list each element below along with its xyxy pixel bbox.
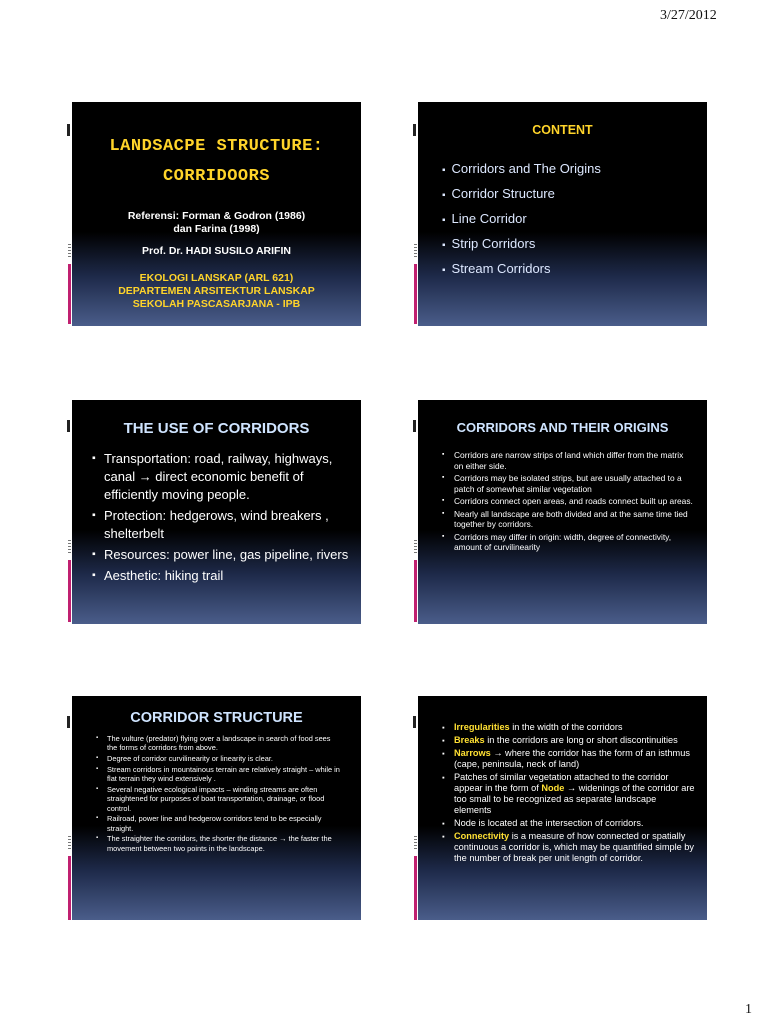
bullet-text: → widenings of the corridor are too small to be recognized as separate landscape elements bbox=[454, 783, 695, 815]
slide-corridor-features bbox=[418, 696, 707, 920]
bullet-item-narrows bbox=[442, 748, 695, 770]
slide-heading: CORRIDOR STRUCTURE bbox=[130, 710, 303, 726]
content-item: ▪ Corridor Structure bbox=[442, 182, 707, 207]
bullet-item: ▪ Corridors may be isolated strips, but are usually attached to a patch of somewhat similar vegetation bbox=[442, 473, 693, 494]
course-line-3: SEKOLAH PASCASARJANA - IPB bbox=[132, 298, 301, 310]
bullet-item: ▪ Corridors connect open areas, and roads connect built up areas. bbox=[442, 496, 693, 507]
slide-accent-bar bbox=[414, 264, 417, 324]
bullet-list bbox=[96, 734, 341, 853]
bullet-item: ▪ Protection: hedgerows, wind breakers , shelterbelt bbox=[92, 507, 351, 543]
slide-marker bbox=[67, 716, 70, 728]
slide-corridor-structure bbox=[72, 696, 361, 920]
slide-marker bbox=[413, 420, 416, 432]
bullet-item-node bbox=[442, 772, 695, 816]
reference-line-2: dan Farina (1998) bbox=[173, 223, 260, 235]
content-item: ▪ Strip Corridors bbox=[442, 232, 707, 257]
bullet-item: ▪ Stream corridors in mountainous terrain are relatively straight – while in flat terrain they wind extensively . bbox=[96, 765, 341, 784]
slide-marker bbox=[67, 124, 70, 136]
highlight-term: Irregularities bbox=[454, 722, 510, 732]
bullet-item: ▪ Resources: power line, gas pipeline, rivers bbox=[92, 546, 351, 564]
slide-title bbox=[72, 102, 361, 326]
bullet-item-connectivity bbox=[442, 831, 695, 864]
bullet-item: ▪ Degree of corridor curvilinearity or linearity is clear. bbox=[96, 754, 341, 763]
title-line-2: CORRIDOORS bbox=[162, 167, 271, 186]
slide-dots bbox=[68, 836, 71, 850]
bullet-item: ▪ Transportation: road, railway, highways, canal → direct economic benefit of efficiently moving people. bbox=[92, 450, 351, 504]
slide-accent-bar bbox=[68, 856, 71, 920]
slide-heading: CORRIDORS AND THEIR ORIGINS bbox=[456, 420, 669, 435]
bullet-text: Patches of similar vegetation attached to the corridor appear in the form of bbox=[454, 772, 669, 793]
bullet-item: ▪ The straighter the corridors, the shorter the distance → the faster the movement between two points in the landscape. bbox=[96, 834, 341, 853]
bullet-item: ▪ Corridors are narrow strips of land which differ from the matrix on either side. bbox=[442, 450, 693, 471]
title-line-1: LANDSACPE STRUCTURE: bbox=[109, 137, 324, 156]
highlight-term: Narrows bbox=[454, 748, 491, 758]
bullet-list bbox=[92, 450, 351, 585]
highlight-term: Node bbox=[541, 783, 565, 793]
slide-use-of-corridors bbox=[72, 400, 361, 624]
bullet-text: in the width of the corridors bbox=[509, 722, 623, 732]
course-line-2: DEPARTEMEN ARSITEKTUR LANSKAP bbox=[118, 285, 315, 297]
highlight-term: Connectivity bbox=[454, 831, 510, 841]
slide-dots bbox=[414, 836, 417, 850]
slide-marker bbox=[413, 124, 416, 136]
page-date: 3/27/2012 bbox=[660, 8, 717, 23]
bullet-text: in the corridors are long or short discontinuities bbox=[484, 735, 678, 745]
slide-dots bbox=[414, 244, 417, 258]
slide-accent-bar bbox=[414, 856, 417, 920]
slide-dots bbox=[68, 244, 71, 258]
bullet-item: ▪ Nearly all landscape are both divided and at the same time tied together by corridors. bbox=[442, 509, 693, 530]
slide-marker bbox=[413, 716, 416, 728]
bullet-item: ▪ Several negative ecological impacts – winding streams are often straightened for purposes of boat transportation, drainage, or flood control. bbox=[96, 785, 341, 813]
course-line-1: EKOLOGI LANSKAP (ARL 621) bbox=[139, 272, 294, 284]
content-item: ▪ Corridors and The Origins bbox=[442, 157, 707, 182]
slide-content bbox=[418, 102, 707, 326]
course-info bbox=[72, 272, 361, 311]
bullet-text: is a measure of how connected or spatially continuous a corridor is, which may be quantified simple by the number of break per unit length of corridor. bbox=[454, 831, 695, 863]
highlight-term: Breaks bbox=[454, 735, 485, 745]
slide-dots bbox=[414, 540, 417, 554]
bullet-item: ▪ The vulture (predator) flying over a landscape in search of food sees the forms of corridors from above. bbox=[96, 734, 341, 753]
bullet-item: ▪ Railroad, power line and hedgerow corridors tend to be especially straight. bbox=[96, 814, 341, 833]
reference bbox=[72, 210, 361, 236]
content-item: ▪ Stream Corridors bbox=[442, 257, 707, 282]
slide-title-heading bbox=[72, 132, 361, 192]
bullet-text: → where the corridor has the form of an isthmus (cape, peninsula, neck of land) bbox=[454, 748, 690, 769]
slide-marker bbox=[67, 420, 70, 432]
content-list bbox=[442, 157, 707, 282]
bullet-item-breaks bbox=[442, 735, 695, 746]
slide-accent-bar bbox=[68, 264, 71, 324]
reference-line-1: Referensi: Forman & Godron (1986) bbox=[127, 210, 306, 222]
bullet-list bbox=[442, 450, 693, 553]
slide-dots bbox=[68, 540, 71, 554]
bullet-item-irregularities bbox=[442, 722, 695, 733]
content-item: ▪ Line Corridor bbox=[442, 207, 707, 232]
bullet-item: ▪ Corridors may differ in origin: width, degree of connectivity, amount of curvilinearity bbox=[442, 532, 693, 553]
bullet-item-node-location: ▪ Node is located at the intersection of corridors. bbox=[442, 818, 695, 829]
author: Prof. Dr. HADI SUSILO ARIFIN bbox=[142, 245, 291, 257]
bullet-item: ▪ Aesthetic: hiking trail bbox=[92, 567, 351, 585]
slide-corridor-origins bbox=[418, 400, 707, 624]
content-title: CONTENT bbox=[532, 123, 593, 137]
page-number: 1 bbox=[745, 1002, 752, 1017]
slide-heading: THE USE OF CORRIDORS bbox=[123, 420, 310, 437]
bullet-list bbox=[442, 722, 695, 864]
slide-accent-bar bbox=[414, 560, 417, 622]
slide-accent-bar bbox=[68, 560, 71, 622]
